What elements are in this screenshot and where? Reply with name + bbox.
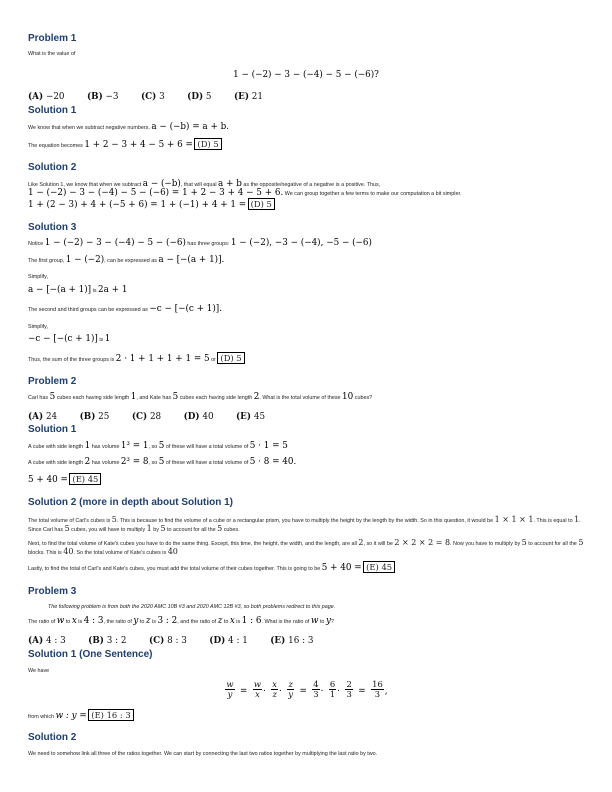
choice-a: (A) 4 : 3 xyxy=(28,636,66,646)
p3-solution-1-heading: Solution 1 (One Sentence) xyxy=(28,649,153,660)
p3-sol1-outro: from which w : y = (E) 16 : 3 xyxy=(28,712,584,721)
problem-1-question: What is the value of xyxy=(28,51,76,57)
answer-box: (E) 16 : 3 xyxy=(88,709,133,721)
problem-3-heading: Problem 3 xyxy=(28,586,77,597)
choice-d: (D) 5 xyxy=(187,92,212,102)
p3-sol2-text: We need to somehow link all three of the ratios together. We can start by connecting the last two ratios together by multiplying the last ratio by two. xyxy=(28,751,378,757)
p2-sol2-para2: Next, to find the total volume of Kate's cubes you have to do the same thing. Except, this time, the height, the width, and the length, are all 2, so it will be 2 × 2 × 2 = 8. Now you have to multiply by 5 to account for all the 5 blocks. This is 40. So the total volume of Kate's cubes is 40 xyxy=(28,538,584,556)
answer-box: (D) 5 xyxy=(248,198,275,210)
p1-sol3-line5: −c − [−(c + 1)] is 1 xyxy=(28,334,111,344)
choice-c: (C) 28 xyxy=(131,412,162,422)
p1-sol2-line2: 1 − (−2) − 3 − (−4) − 5 − (−6) = 1 + 2 − 3 + 4 − 5 + 6. We can group together a few terms to make our computation a bit simpler. xyxy=(28,188,462,198)
answer-box: (E) 45 xyxy=(69,473,101,485)
choice-c: (C) 8 : 3 xyxy=(148,636,187,646)
problem-3-note: The following problem is from both the 2020 AMC 10B #3 and 2020 AMC 12B #3, so both problems redirect to this page. xyxy=(48,604,336,610)
answer-box: (D) 5 xyxy=(194,138,221,150)
p2-sol2-para3: Lastly, to find the total of Carl's and Kate's cubes, you must add the total volume of their cubes together. This is going to be 5 + 40 = (E) 45 xyxy=(28,564,584,573)
p2-sol1-line1: A cube with side length 1 has volume 1³ = 1, so 5 of these will have a total volume of 5 · 1 = 5 xyxy=(28,441,288,451)
frac-2-3: $\frac{2}{3}$ xyxy=(346,679,352,699)
answer-box: (E) 45 xyxy=(363,561,395,573)
answer-box: (D) 5 xyxy=(217,352,244,364)
p3-sol1-intro: We have xyxy=(28,668,50,674)
p1-sol3-line3: a − [−(a + 1)] is 2a + 1 xyxy=(28,285,128,295)
frac-w-x: $\frac{w}{x}$ xyxy=(253,679,262,699)
choice-b: (B) 3 : 2 xyxy=(88,636,127,646)
choice-e: (E) 16 : 3 xyxy=(270,636,314,646)
frac-x-z: $\frac{x}{z}$ xyxy=(272,679,278,699)
frac-6-1: $\frac{6}{1}$ xyxy=(329,679,336,699)
problem-3-question: The ratio of w to x is 4 : 3, the ratio of y to z is 3 : 2, and the ratio of z to x is 1 : 6. What is the ratio of w to y? xyxy=(28,616,334,626)
problem-1-choices xyxy=(28,86,584,104)
choice-a: (A) −20 xyxy=(28,92,65,102)
p3-solution-2-heading: Solution 2 xyxy=(28,732,77,743)
p2-solution-1-heading: Solution 1 xyxy=(28,424,77,435)
problem-2-heading: Problem 2 xyxy=(28,376,77,387)
p1-sol3-line4: The second and third groups can be expressed as −c − [−(c + 1)]. xyxy=(28,304,223,314)
p1-sol3-simplify-2: Simplify, xyxy=(28,324,48,330)
p2-sol1-line2: A cube with side length 2 has volume 2³ = 8, so 5 of these will have a total volume of 5 · 8 = 40. xyxy=(28,457,297,467)
choice-e: (E) 45 xyxy=(236,412,266,422)
problem-3-choices xyxy=(28,630,584,648)
expression-math: 1 − (−2) − 3 − (−4) − 5 − (−6)? xyxy=(233,70,379,80)
choice-e: (E) 21 xyxy=(233,92,263,102)
problem-2-question: Carl has 5 cubes each having side length 1, and Kate has 5 cubes each having side length 2. What is the total volume of these 10 cubes? xyxy=(28,392,373,402)
frac-16-3: $\frac{16}{3}$ xyxy=(372,679,383,699)
p1-solution-2-heading: Solution 2 xyxy=(28,162,77,173)
p1-sol3-simplify-1: Simplify, xyxy=(28,274,48,280)
p1-sol3-line6: Thus, the sum of the three groups is 2 · 1 + 1 + 1 + 1 = 5 or (D) 5 xyxy=(28,355,584,364)
p1-sol3-line1: Notice 1 − (−2) − 3 − (−4) − 5 − (−6) has three groups: 1 − (−2), −3 − (−4), −5 − (−6) xyxy=(28,238,372,248)
p1-solution-1-heading: Solution 1 xyxy=(28,105,77,116)
p1-sol1-line1: We know that when we subtract negative numbers, a − (−b) = a + b. xyxy=(28,122,230,132)
problem-1-heading: Problem 1 xyxy=(28,33,77,44)
choice-a: (A) 24 xyxy=(28,412,58,422)
p2-sol2-para1: The total volume of Carl's cubes is 5. This is because to find the volume of a cube or a rectangular prism, you have to multiply the height by the length by the width. So in this question, it would be 1 × 1 × 1. This is equal to 1. Since Carl has 5 cubes, you will have to multiply 1 by 5 to account for all the 5 cubes. xyxy=(28,515,581,533)
p1-sol2-line3: 1 + (2 − 3) + 4 + (−5 + 6) = 1 + (−1) + 4 + 1 = (D) 5 xyxy=(28,201,584,210)
choice-d: (D) 4 : 1 xyxy=(209,636,248,646)
problem-1-expression xyxy=(28,64,584,82)
p1-sol2-line1: Like Solution 1, we know that when we subtract a − (−b), that will equal a + b as the opposite/negative of a negative is a positive. Thus, xyxy=(28,179,381,189)
p2-solution-2-heading: Solution 2 (more in depth about Solution 1) xyxy=(28,497,233,508)
p2-sol1-line3: 5 + 40 = (E) 45 xyxy=(28,476,584,485)
frac-z-y: $\frac{z}{y}$ xyxy=(288,679,294,699)
p1-sol3-line2: The first group, 1 − (−2), can be expressed as a − [−(a + 1)]. xyxy=(28,255,225,265)
choice-c: (C) 3 xyxy=(140,92,165,102)
problem-2-choices xyxy=(28,406,584,424)
choice-b: (B) 25 xyxy=(79,412,110,422)
choice-b: (B) −3 xyxy=(86,92,119,102)
p1-sol1-line2: The equation becomes 1 + 2 − 3 + 4 − 5 + 6 = (D) 5 xyxy=(28,141,584,150)
frac-4-3: $\frac{4}{3}$ xyxy=(313,679,319,699)
frac-w-y: $\frac{w}{y}$ xyxy=(226,679,234,699)
p1-solution-3-heading: Solution 3 xyxy=(28,222,77,233)
p3-sol1-equation: $\frac{w}{y}$ = $\frac{w}{x}$ · $\frac{x}{z}$ · $\frac{z}{y}$ = $\frac{4}{3}$ · $\frac{6}{1}$ · $\frac{2}{3}$ = $\frac{16}{3}$ , xyxy=(226,679,388,699)
choice-d: (D) 40 xyxy=(183,412,214,422)
